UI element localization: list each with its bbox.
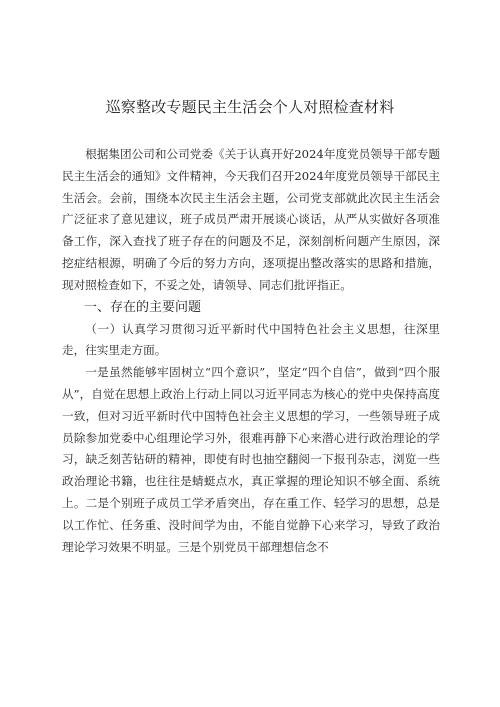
document-title: 巡察整改专题民主生活会个人对照检查材料 — [105, 98, 395, 116]
subsection-heading-study: （一）认真学习贯彻习近平新时代中国特色社会主义思想，往深里走，往实里走方面。 — [62, 321, 440, 358]
body-paragraph-1: 一是虽然能够牢固树立“四个意识”，坚定“四个自信”，做到“四个服从”，自觉在思想上政治上行动上同以习近平同志为核心的党中央保持高度一致，但对习近平新时代中国特色社会主义思想的学习，一些领导班子成员除参加党委中心组理论学习外，很难再静下心来潜心进行政治理论的学习，缺乏刻苦钻研的精神，即使有时也抽空翻阅一下报刊杂志，浏览一些政治理论书籍，也往往是蜻蜓点水，真正掌握的理论知识不够全面、系统上。二是个别班子成员工学矛盾突出，存在重工作、轻学习的思想，总是以工作忙、任务重、没时间学为由，不能自觉静下心来学习，导致了政治理论学习效果不明显。三是个别党员干部理想信念不 — [62, 365, 440, 554]
document-body — [62, 144, 440, 558]
intro-paragraph: 根据集团公司和公司党委《关于认真开好2024年度党员领导干部专题民主生活会的通知》文件精神，今天我们召开2024年度党员领导干部民主生活会。会前，围绕本次民主生活会主题，公司党支部就此次民主生活会广泛征求了意见建议，班子成员严肃开展谈心谈话，从严从实做好各项准备工作，深入查找了班子存在的问题及不足，深刻剖析问题产生原因，深挖症结根源，明确了今后的努力方向，逐项提出整改落实的思路和措施，现对照检查如下，不妥之处，请领导、同志们批评指正。 — [62, 147, 440, 292]
section-heading-problems: 一、存在的主要问题 — [84, 299, 202, 315]
